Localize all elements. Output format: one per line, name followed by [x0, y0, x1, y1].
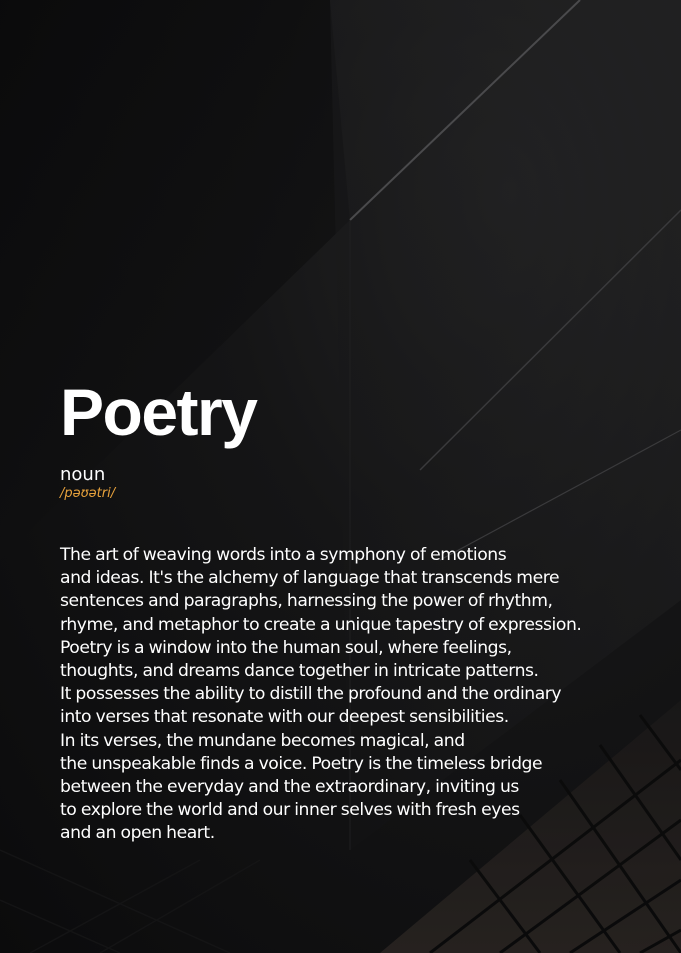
definition-line: between the everyday and the extraordinary, inviting us: [60, 777, 519, 798]
definition-text: [60, 544, 650, 846]
definition-line: In its verses, the mundane becomes magical, and: [60, 730, 465, 751]
definition-line: Poetry is a window into the human soul, where feelings,: [60, 637, 512, 658]
definition-line: The art of weaving words into a symphony of emotions: [60, 545, 507, 565]
definition-line: rhyme, and metaphor to create a unique tapestry of expression.: [60, 614, 582, 635]
left-floor-grid: [0, 850, 260, 953]
entry-word: Poetry: [60, 375, 257, 449]
definition-line: the unspeakable finds a voice. Poetry is the timeless bridge: [60, 753, 543, 774]
definition-line: to explore the world and our inner selves with fresh eyes: [60, 800, 520, 821]
dictionary-entry: [60, 372, 650, 846]
part-of-speech: noun: [60, 464, 106, 485]
definition-line: It possesses the ability to distill the profound and the ordinary: [60, 684, 562, 705]
definition-line: and an open heart.: [60, 823, 215, 844]
definition-line: and ideas. It's the alchemy of language that transcends mere: [60, 568, 560, 589]
definition-line: thoughts, and dreams dance together in intricate patterns.: [60, 661, 539, 682]
definition-line: into verses that resonate with our deepest sensibilities.: [60, 707, 509, 728]
definition-line: sentences and paragraphs, harnessing the power of rhythm,: [60, 591, 553, 612]
pronunciation: /pəʊətri/: [60, 486, 116, 501]
